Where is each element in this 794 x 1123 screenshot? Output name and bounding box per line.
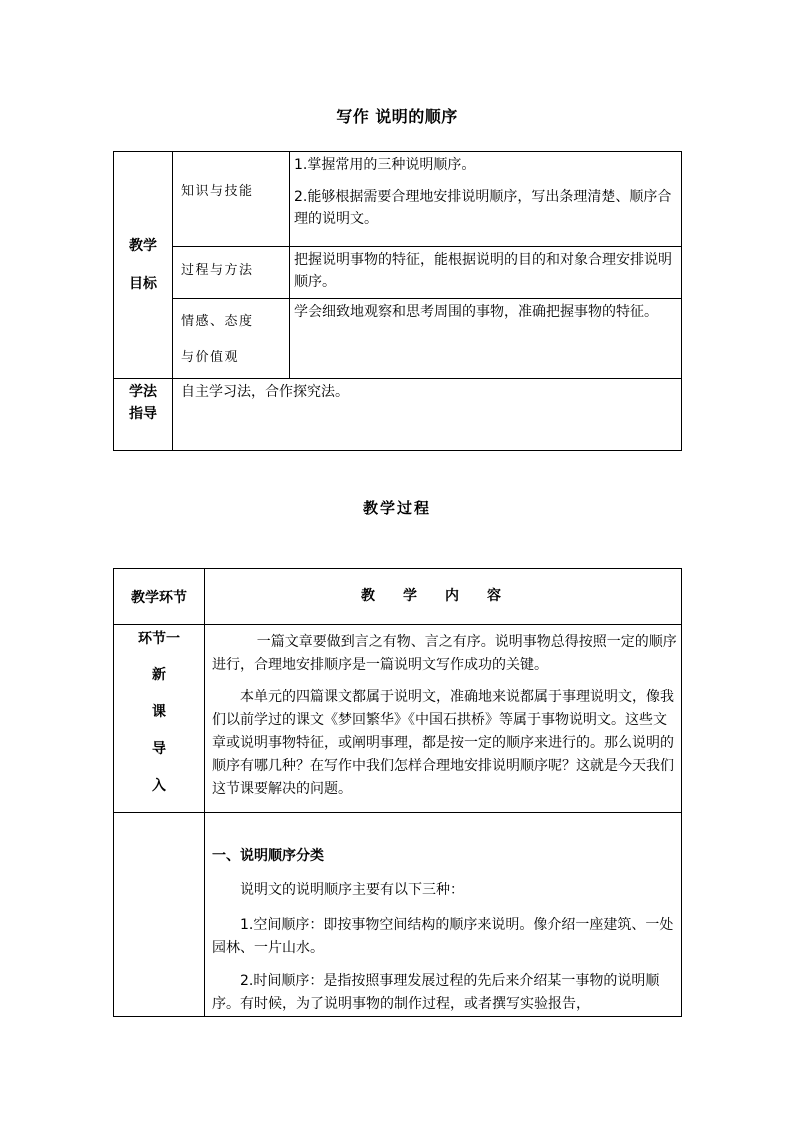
process-col1-header: 教学环节 — [114, 569, 205, 625]
section1-label-line: 环节一 — [138, 631, 180, 647]
section1-label — [114, 625, 205, 813]
objective-label-knowledge: 知识与技能 — [173, 152, 290, 247]
section2-item: 1.空间顺序：即按事物空间结构的顺序来说明。像介绍一座建筑、一处园林、一片山水。 — [212, 917, 674, 956]
objective-content-process — [290, 247, 682, 299]
objectives-header-line2: 目标 — [129, 276, 157, 292]
section2-item: 2.时间顺序：是指按照事理发展过程的先后来介绍某一事物的说明顺序。有时候，为了说明事物的制作过程，或者撰写实验报告， — [212, 973, 660, 1012]
section1-label-line: 入 — [152, 778, 166, 794]
process-table — [113, 568, 682, 1017]
objective-content-knowledge — [290, 152, 682, 247]
process-col2-header: 教学内容 — [205, 569, 682, 625]
objective-content-emotion — [290, 299, 682, 379]
objectives-header-line1: 教学 — [129, 238, 157, 254]
section1-paragraph: 一篇文章要做到言之有物、言之有序。说明事物总得按照一定的顺序进行，合理地安排顺序是一篇说明文写作成功的关键。 — [212, 634, 677, 673]
objective-label-process: 过程与方法 — [173, 247, 290, 299]
objectives-table — [113, 151, 682, 451]
section1-label-line: 新 — [152, 667, 166, 683]
section1-label-line: 导 — [152, 741, 166, 757]
page-title: 写作 说明的顺序 — [336, 107, 458, 126]
section2-intro: 说明文的说明顺序主要有以下三种： — [240, 882, 464, 898]
objective-item: 2.能够根据需要合理地安排说明顺序，写出条理清楚、顺序合理的说明文。 — [294, 189, 672, 227]
section2-content — [205, 813, 682, 1017]
process-title: 教学过程 — [362, 499, 431, 517]
objective-label-emotion: 情感、态度 与价值观 — [173, 299, 290, 379]
method-header-line1: 学法 — [129, 384, 157, 400]
objective-item: 把握说明事物的特征，能根据说明的目的和对象合理安排说明顺序。 — [294, 252, 672, 290]
objective-item: 学会细致地观察和思考周围的事物，准确把握事物的特征。 — [294, 304, 658, 320]
section2-heading: 一、说明顺序分类 — [212, 848, 324, 864]
section1-content — [205, 625, 682, 813]
objective-item: 1.掌握常用的三种说明顺序。 — [294, 157, 476, 173]
section1-label-line: 课 — [152, 704, 166, 720]
section2-label — [114, 813, 205, 1017]
method-header-line2: 指导 — [129, 406, 157, 422]
section1-paragraph: 本单元的四篇课文都属于说明文，准确地来说都属于事理说明文，像我们以前学过的课文《梦回繁华》《中国石拱桥》等属于事物说明文。这些文章或说明事物特征，或阐明事理，都是按一定的顺序来进行的。那么说明的顺序有哪几种？在写作中我们怎样合理地安排说明顺序呢？这就是今天我们这节课要解决的问题。 — [212, 689, 674, 797]
objectives-header — [114, 152, 173, 379]
method-header — [114, 379, 173, 451]
method-content: 自主学习法，合作探究法。 — [173, 379, 682, 451]
